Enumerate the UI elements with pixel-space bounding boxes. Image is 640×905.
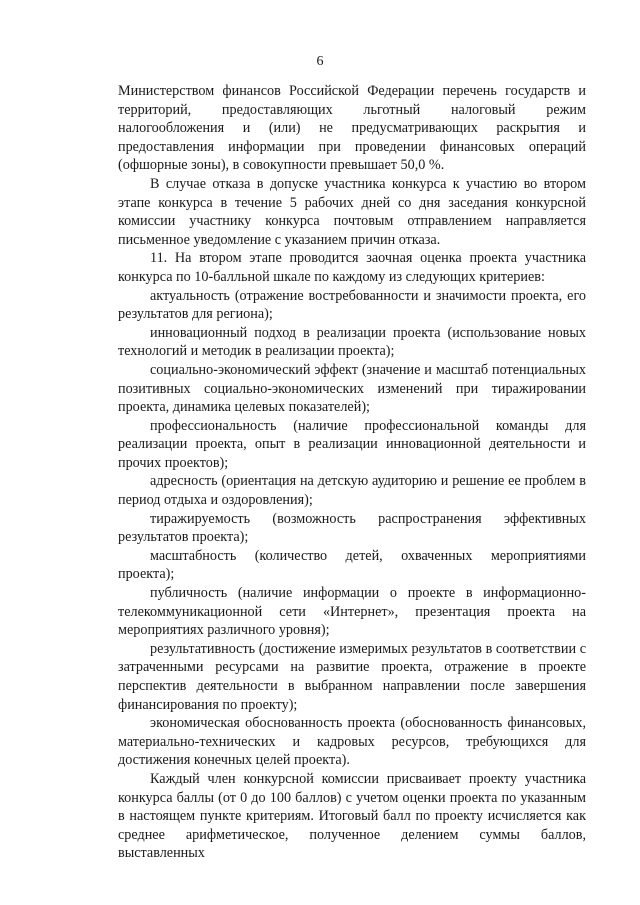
criterion-innovation: инновационный подход в реализации проекта (использование новых технологий и методик в реализации проекта); [118,324,586,360]
criterion-economic-justification: экономическая обоснованность проекта (обоснованность финансовых, материально-технических и кадровых ресурсов, требующихся для достижения конечных целей проекта). [118,715,586,769]
paragraph-scoring: Каждый член конкурсной комиссии присваивает проекту участника конкурса баллы (от 0 до 100 баллов) с учетом оценки проекта по указанным в настоящем пункте критериям. Итоговый балл по проекту исчисляется как среднее арифметическое, полученное делением суммы баллов, выставленных [118,770,586,862]
criterion-socio-economic-effect: социально-экономический эффект (значение и масштаб потенциальных позитивных социально-экономических изменений при тиражировании проекта, динамика целевых показателей); [118,361,586,416]
criterion-replicability: тиражируемость (возможность распространения эффективных результатов проекта); [118,510,586,546]
criterion-relevance: актуальность (отражение востребованности и значимости проекта, его результатов для региона); [118,287,586,323]
criterion-scale: масштабность (количество детей, охваченных мероприятиями проекта); [118,547,586,583]
paragraph-refusal-notice: В случае отказа в допуске участника конкурса к участию во втором этапе конкурса в течение 5 рабочих дней со дня заседания конкурсной комиссии участнику конкурса почтовым отправлением направляется письменное уведомление с указанием причин отказа. [118,175,586,248]
page-number: 6 [316,54,324,69]
paragraph-item-11: 11. На втором этапе проводится заочная оценка проекта участника конкурса по 10-балльной шкале по каждому из следующих критериев: [118,250,586,285]
criterion-professionalism: профессиональность (наличие профессиональной команды для реализации проекта, опыт в реализации инновационной деятельности и прочих проектов); [118,417,586,471]
criterion-publicity: публичность (наличие информации о проекте в информационно-телекоммуникационной сети «Интернет», презентация проекта на мероприятиях различного уровня); [118,585,586,639]
criterion-targeting: адресность (ориентация на детскую аудиторию и решение ее проблем в период отдыха и оздоровления); [118,473,586,509]
paragraph-offshore-continuation: Министерством финансов Российской Федерации перечень государств и территорий, предоставляющих льготный налоговый режим налогообложения и (или) не предусматривающих раскрытия и предоставления информации при проведении финансовых операций (офшорные зоны), в совокупности превышает 50,0 %. [118,83,586,174]
criterion-effectiveness: результативность (достижение измеримых результатов в соответствии с затраченными ресурсами на развитие проекта, отражение в проекте перспектив деятельности в выбранном направлении после завершения финансирования по проекту); [118,640,586,713]
document-body [118,82,586,863]
